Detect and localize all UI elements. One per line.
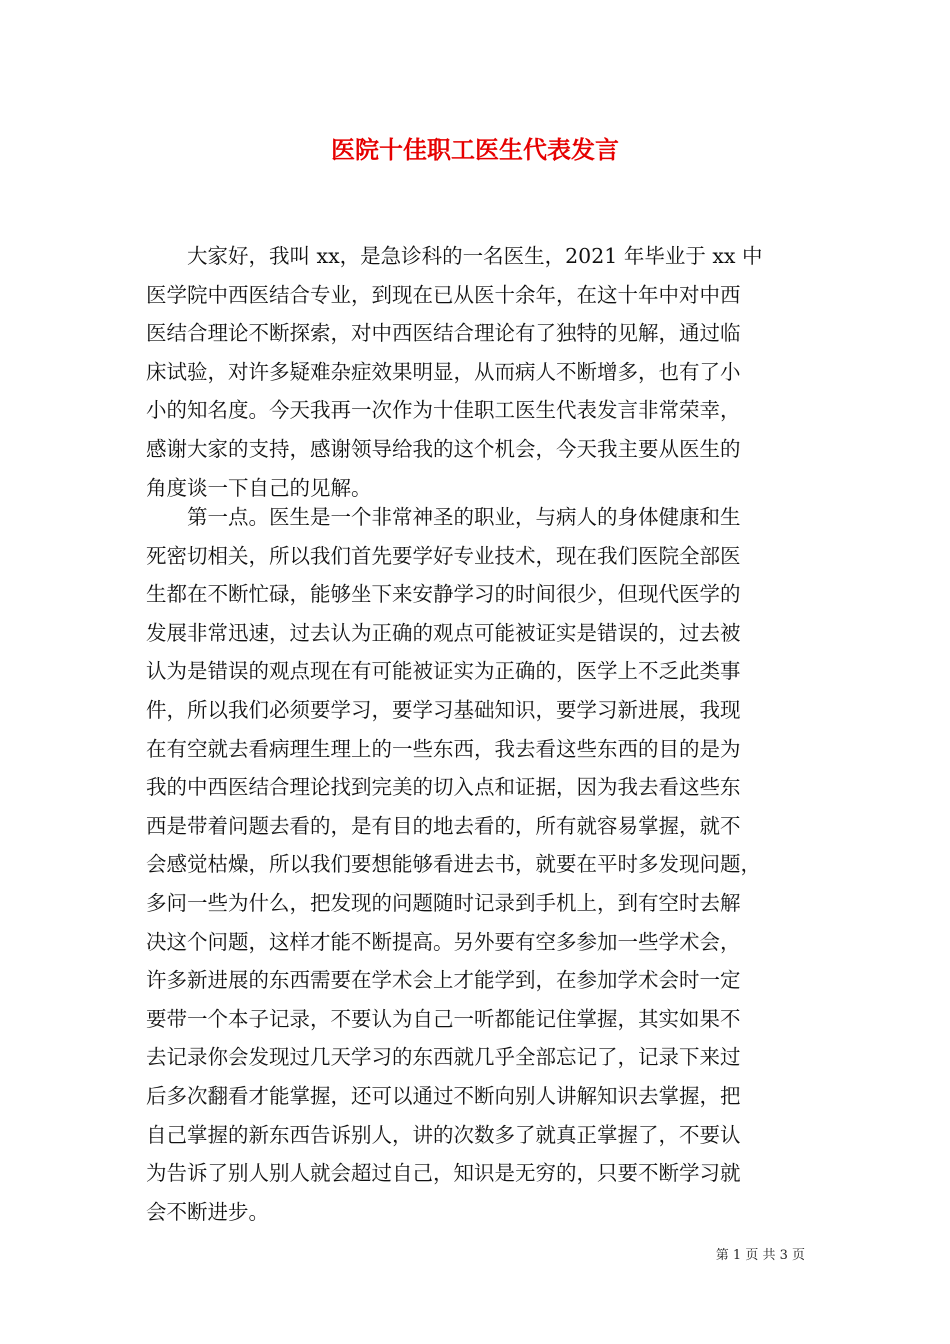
page-number-footer: 第 1 页 共 3 页 [715, 1248, 805, 1263]
paragraph-line: 为告诉了别人别人就会超过自己，知识是无穷的，只要不断学习就 [146, 1161, 741, 1186]
paragraph-line: 感谢大家的支持，感谢领导给我的这个机会，今天我主要从医生的 [146, 436, 741, 461]
paragraph-line: 第一点。医生是一个非常神圣的职业，与病人的身体健康和生 [187, 505, 741, 529]
paragraph-line: 许多新进展的东西需要在学术会上才能学到，在参加学术会时一定 [146, 968, 741, 993]
paragraph-intro [146, 237, 806, 507]
paragraph-line: 死密切相关，所以我们首先要学好专业技术，现在我们医院全部医 [146, 543, 741, 568]
paragraph-line: 多问一些为什么，把发现的问题随时记录到手机上，到有空时去解 [146, 890, 741, 915]
paragraph-line: 会感觉枯燥，所以我们要想能够看进去书，就要在平时多发现问题， [146, 852, 761, 877]
paragraph-line: 认为是错误的观点现在有可能被证实为正确的，医学上不乏此类事 [146, 659, 741, 684]
paragraph-line: 角度谈一下自己的见解。 [146, 475, 372, 500]
paragraph-line: 大家好，我叫 xx，是急诊科的一名医生，2021 年毕业于 xx 中 [187, 244, 763, 268]
paragraph-first-point [146, 498, 806, 1231]
paragraph-line: 自己掌握的新东西告诉别人，讲的次数多了就真正掌握了，不要认 [146, 1122, 741, 1147]
paragraph-line: 发展非常迅速，过去认为正确的观点可能被证实是错误的，过去被 [146, 620, 741, 645]
paragraph-line: 决这个问题，这样才能不断提高。另外要有空多参加一些学术会， [146, 929, 741, 954]
paragraph-line: 床试验，对许多疑难杂症效果明显，从而病人不断增多，也有了小 [146, 359, 741, 384]
paragraph-line: 生都在不断忙碌，能够坐下来安静学习的时间很少，但现代医学的 [146, 582, 741, 607]
paragraph-line: 医学院中西医结合专业，到现在已从医十余年，在这十年中对中西 [146, 282, 741, 307]
paragraph-line: 西是带着问题去看的，是有目的地去看的，所有就容易掌握，就不 [146, 813, 741, 838]
paragraph-line: 后多次翻看才能掌握，还可以通过不断向别人讲解知识去掌握，把 [146, 1083, 741, 1108]
document-title: 医院十佳职工医生代表发言 [331, 135, 619, 164]
paragraph-line: 医结合理论不断探索，对中西医结合理论有了独特的见解，通过临 [146, 321, 741, 346]
paragraph-line: 件，所以我们必须要学习，要学习基础知识，要学习新进展，我现 [146, 697, 741, 722]
paragraph-line: 要带一个本子记录，不要认为自己一听都能记住掌握，其实如果不 [146, 1006, 741, 1031]
paragraph-line: 我的中西医结合理论找到完美的切入点和证据，因为我去看这些东 [146, 775, 741, 800]
paragraph-line: 在有空就去看病理生理上的一些东西，我去看这些东西的目的是为 [146, 736, 741, 761]
paragraph-line: 会不断进步。 [146, 1199, 269, 1224]
paragraph-line: 小的知名度。今天我再一次作为十佳职工医生代表发言非常荣幸， [146, 398, 741, 423]
paragraph-line: 去记录你会发现过几天学习的东西就几乎全部忘记了，记录下来过 [146, 1045, 741, 1070]
